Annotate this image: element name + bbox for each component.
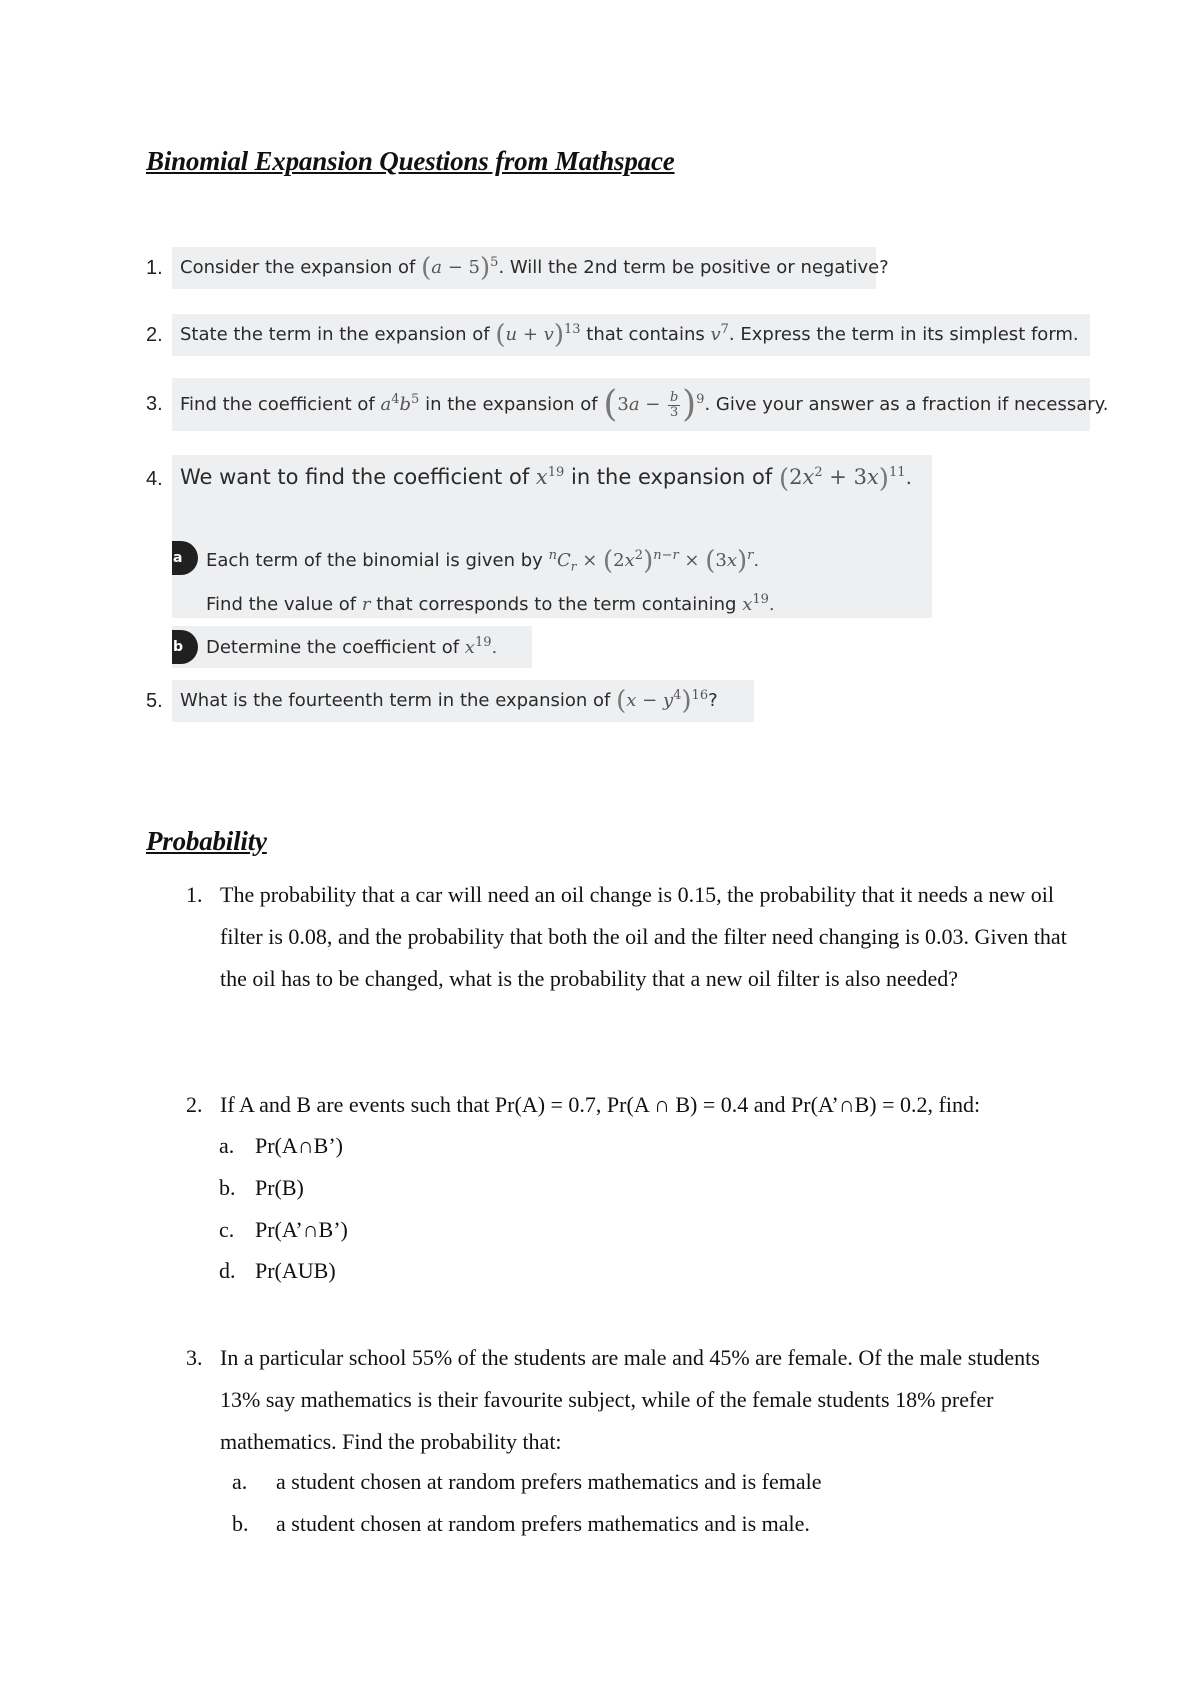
question-number: 2.	[146, 323, 163, 346]
question-2-screenshot	[172, 314, 1090, 356]
q1-text-pre: Consider the expansion of	[180, 257, 416, 278]
question-number: 5.	[146, 689, 163, 712]
q2-power: $v^7$	[710, 322, 729, 345]
part-text: Pr(A∩B’)	[255, 1133, 343, 1158]
q4-expression: $(2x^2 + 3x)^{11}$	[778, 464, 906, 494]
q3-part-b	[232, 1511, 810, 1537]
q2-part-b	[219, 1175, 304, 1201]
q5-text-post: ?	[708, 690, 718, 711]
binomial-question-5	[146, 680, 754, 722]
part-label: c.	[219, 1217, 235, 1242]
part-text: Pr(B)	[255, 1175, 304, 1200]
question-number: 1.	[186, 882, 203, 907]
part-text: Pr(A’∩B’)	[255, 1217, 348, 1242]
question-text: In a particular school 55% of the students are male and 45% are female. Of the male students 13% say mathematics is their favourite subject, while of the female students 18% prefer mathematics. Find the probability that:	[220, 1345, 1040, 1454]
question-text: The probability that a car will need an oil change is 0.15, the probability that it needs a new oil filter is 0.08, and the probability that both the oil and the filter need changing is 0.03. Given that the oil has to be changed, what is the probability that a new oil filter is also needed?	[220, 882, 1067, 991]
question-3-screenshot	[172, 378, 1109, 431]
question-number: 3.	[186, 1345, 203, 1370]
q2-part-d	[219, 1258, 336, 1284]
variable-r: r	[361, 594, 371, 615]
step-a-power: $x^{19}$.	[742, 592, 775, 615]
question-1-screenshot	[172, 247, 889, 289]
step-a-line-2	[206, 592, 775, 615]
step-a-badge-label: a	[173, 550, 183, 566]
probability-question-2	[186, 1084, 1076, 1126]
question-text: If A and B are events such that Pr(A) = 0.7, Pr(A ∩ B) = 0.4 and Pr(A’∩B) = 0.2, find:	[220, 1092, 981, 1117]
binomial-question-4	[146, 458, 920, 500]
step-a-line-1	[206, 546, 759, 576]
part-label: b.	[232, 1511, 249, 1536]
probability-heading: Probability	[146, 826, 267, 856]
part-label: d.	[219, 1258, 236, 1283]
q4-text-pre: We want to find the coefficient of	[180, 465, 530, 489]
q2-text-mid: that contains	[586, 324, 705, 345]
q3-text-pre: Find the coefficient of	[180, 394, 375, 415]
part-label: b.	[219, 1175, 236, 1200]
part-label: a.	[219, 1133, 235, 1158]
probability-question-1	[186, 874, 1076, 1000]
step-a-text-2: Find the value of	[206, 594, 357, 615]
q2-text-post: . Express the term in its simplest form.	[728, 324, 1079, 345]
binomial-heading: Binomial Expansion Questions from Mathspace	[146, 146, 675, 176]
step-b-text: Determine the coefficient of	[206, 637, 460, 658]
q2-part-c	[219, 1217, 348, 1243]
step-b-badge-label: b	[173, 639, 184, 655]
binomial-question-3	[146, 378, 1109, 431]
question-number: 3.	[146, 393, 163, 415]
step-a-text-1: Each term of the binomial is given by	[206, 550, 543, 571]
q4-power: $x^{19}$	[535, 465, 565, 489]
q4-text-mid: in the expansion of	[570, 465, 773, 489]
step-a-text-3: that corresponds to the term containing	[376, 594, 737, 615]
part-label: a.	[232, 1469, 248, 1494]
q3-expression: (3a − $\frac{b}{3}$ )$^9$	[603, 384, 705, 425]
question-number: 1.	[146, 256, 163, 279]
binomial-question-1	[146, 247, 889, 289]
step-b-power: $x^{19}$.	[464, 635, 498, 658]
part-text: a student chosen at random prefers mathematics and is female	[276, 1469, 822, 1494]
step-a-formula: $^nC_r \times (2x^2)^{n-r} \times (3x)^r$.	[548, 546, 760, 576]
question-number: 4.	[146, 467, 163, 490]
q2-text-pre: State the term in the expansion of	[180, 324, 490, 345]
part-text: Pr(AUB)	[255, 1258, 336, 1283]
question-4-stem: We want to find the coefficient of $x^{19}$ in the expansion of $(2x^2 + 3x)^{11}$.	[180, 464, 913, 494]
q5-expression: $(x - y^4)^{16}$	[616, 686, 709, 716]
q1-text-post: . Will the 2nd term be positive or negative?	[498, 257, 889, 278]
q2-expression: $(u + v)^{13}$	[495, 320, 581, 350]
q3-term: $a^4b^5$	[380, 392, 420, 415]
question-5-screenshot	[172, 680, 754, 722]
q5-text-pre: What is the fourteenth term in the expansion of	[180, 690, 611, 711]
q2-part-a	[219, 1133, 343, 1159]
probability-question-3	[186, 1337, 1076, 1463]
question-number: 2.	[186, 1092, 203, 1117]
binomial-question-2	[146, 314, 1090, 356]
q1-expression: $(a - 5)^5$	[421, 253, 499, 283]
q3-text-post: . Give your answer as a fraction if necessary.	[704, 394, 1109, 415]
q3-text-mid: in the expansion of	[425, 394, 598, 415]
part-text: a student chosen at random prefers mathematics and is male.	[276, 1511, 810, 1536]
step-b-line	[206, 635, 497, 658]
q3-part-a	[232, 1469, 822, 1495]
